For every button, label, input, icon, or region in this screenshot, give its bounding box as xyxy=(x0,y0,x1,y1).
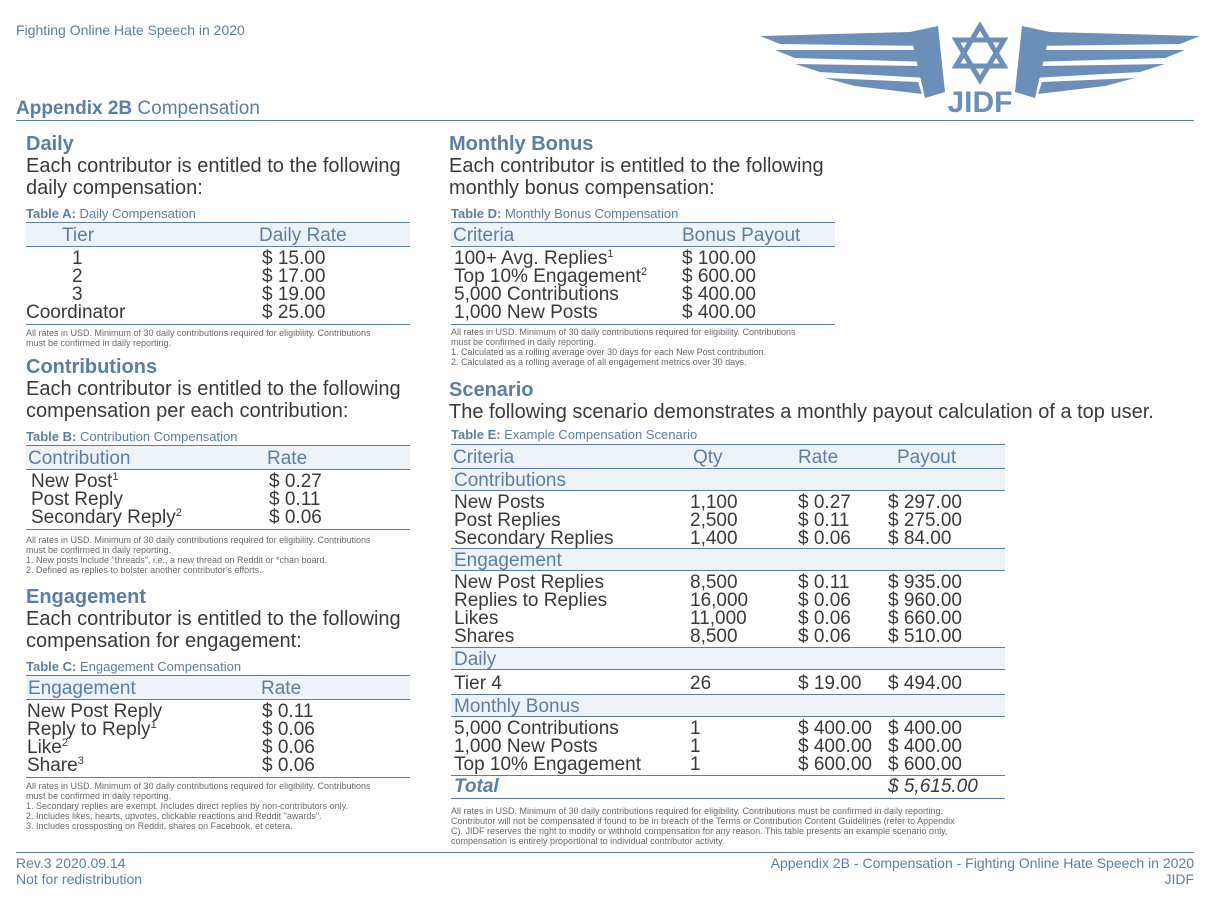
footer-rule xyxy=(16,852,1194,853)
table-row: New Posts 1,100 $ 0.27 $ 297.00 xyxy=(454,492,962,513)
column-header: Criteria xyxy=(453,225,515,246)
table-b-note: All rates in USD. Minimum of 30 daily contributions required for eligibility. Contributions must be confirmed in daily reporting. 1. New posts include "threads", i.e., a new thread on Reddit or *chan board. 2. Defined as replies to bolster another contributor's efforts. xyxy=(26,535,371,575)
group-header: Contributions xyxy=(451,469,1005,491)
column-header: Rate xyxy=(261,678,302,699)
revision-label: Rev.3 2020.09.14 xyxy=(16,855,126,871)
scenario-intro: The following scenario demonstrates a monthly payout calculation of a top user. xyxy=(449,401,1154,423)
table-d xyxy=(451,222,835,325)
table-row: Top 10% Engagement$^2$ $ 600.00 xyxy=(454,266,756,287)
table-row: Shares 8,500 $ 0.06 $ 510.00 xyxy=(454,626,962,647)
table-c-caption: Table C: Engagement Compensation xyxy=(26,659,242,674)
table-row: Post Reply $ 0.11 xyxy=(31,489,321,510)
scenario-title: Scenario xyxy=(449,379,534,401)
daily-intro: Each contributor is entitled to the following daily compensation: xyxy=(26,155,401,199)
table-row: Reply to Reply$^1$ $ 0.06 xyxy=(27,719,315,740)
table-row: Top 10% Engagement 1 $ 600.00 $ 600.00 xyxy=(454,754,962,775)
engagement-title: Engagement xyxy=(26,586,147,608)
jidf-logo xyxy=(760,22,1200,118)
monthly-bonus-intro: Each contributor is entitled to the following monthly bonus compensation: xyxy=(449,155,824,199)
total-row xyxy=(451,776,1005,799)
table-b-caption: Table B: Contribution Compensation xyxy=(26,429,238,444)
column-header: Tier xyxy=(62,225,95,246)
table-c xyxy=(26,675,410,778)
table-row: Replies to Replies 16,000 $ 0.06 $ 960.00 xyxy=(454,590,962,611)
table-row: New Post Reply $ 0.11 xyxy=(27,701,314,722)
total-value: $ 5,615.00 xyxy=(888,776,978,797)
header-rule xyxy=(16,120,1194,121)
footer-org: JIDF xyxy=(1164,871,1194,887)
table-row: Secondary Replies 1,400 $ 0.06 $ 84.00 xyxy=(454,528,952,549)
logo-text: JIDF xyxy=(947,86,1013,118)
group-header: Engagement xyxy=(451,549,1005,571)
table-row: Post Replies 2,500 $ 0.11 $ 275.00 xyxy=(454,510,962,531)
footer-right xyxy=(771,855,1194,887)
table-e xyxy=(451,444,1005,799)
table-d-caption: Table D: Monthly Bonus Compensation xyxy=(451,206,679,221)
table-row: Share$^3$ $ 0.06 xyxy=(27,755,315,776)
table-row: Coordinator $ 25.00 xyxy=(26,302,326,323)
table-row: 5,000 Contributions 1 $ 400.00 $ 400.00 xyxy=(454,718,962,739)
column-header: Contribution xyxy=(28,448,131,469)
table-row: 1,000 New Posts 1 $ 400.00 $ 400.00 xyxy=(454,736,962,757)
column-header: Daily Rate xyxy=(259,225,347,246)
group-header: Monthly Bonus xyxy=(451,695,1005,717)
column-header: Bonus Payout xyxy=(682,225,801,246)
table-e-caption: Table E: Example Compensation Scenario xyxy=(451,427,698,442)
column-header: Rate xyxy=(798,447,839,468)
column-header: Rate xyxy=(267,448,308,469)
contributions-title: Contributions xyxy=(26,356,158,378)
table-row: Tier 4 26 $ 19.00 $ 494.00 xyxy=(454,673,962,694)
footer-title: Appendix 2B - Compensation - Fighting Online Hate Speech in 2020 xyxy=(770,855,1194,871)
footer-left xyxy=(16,855,142,887)
monthly-bonus-title: Monthly Bonus xyxy=(449,133,594,155)
column-header: Criteria xyxy=(453,447,515,468)
table-row: 2 $ 17.00 xyxy=(72,266,326,287)
table-row: 100+ Avg. Replies$^1$ $ 100.00 xyxy=(454,248,756,269)
engagement-intro: Each contributor is entitled to the following compensation for engagement: xyxy=(26,608,401,652)
table-row: 5,000 Contributions $ 400.00 xyxy=(454,284,756,305)
total-label: Total xyxy=(454,776,499,797)
appendix-heading: Appendix 2B Compensation xyxy=(16,98,260,119)
daily-title: Daily xyxy=(26,133,74,155)
table-d-note: All rates in USD. Minimum of 30 daily contributions required for eligibility. Contributions must be confirmed in daily reporting. 1. Calculated as a rolling average over 30 days for each New Post contribution. 2. Calculated as a rolling average of all engagement metrics over 30 days. xyxy=(451,327,796,367)
contributions-intro: Each contributor is entitled to the following compensation per each contribution: xyxy=(26,378,401,422)
column-header: Qty xyxy=(693,447,723,468)
table-row: New Post$^1$ $ 0.27 xyxy=(31,471,322,492)
column-header: Payout xyxy=(897,447,957,468)
table-e-note: All rates in USD. Minimum of 30 daily contributions required for eligibility. Contributions must be confirmed in daily reporting. Contributor will not be compensated if found to be in breach of the Terms or Contribution Content Guidelines (refer to Appendix C). JIDF reserves the right to modify or withhold compensation for any reason. This table presents an example scenario only, compensation is entirely proportional to individual contributor activity. xyxy=(451,806,955,846)
table-row: New Post Replies 8,500 $ 0.11 $ 935.00 xyxy=(454,572,962,593)
table-row: 3 $ 19.00 xyxy=(72,284,326,305)
table-row: 1 $ 15.00 xyxy=(72,248,326,269)
table-a-note: All rates in USD. Minimum of 30 daily contributions required for eligibility. Contributions must be confirmed in daily reporting. xyxy=(26,328,371,348)
table-c-note: All rates in USD. Minimum of 30 daily contributions required for eligibility. Contributions must be confirmed in daily reporting. 1. Secondary replies are exempt. Includes direct replies by non-contributors only. 2. Includes likes, hearts, upvotes, clickable reactions and Reddit "awards". 3. Includes crossposting on Reddit, shares on Facebook, et cetera. xyxy=(26,781,371,831)
table-row: 1,000 New Posts $ 400.00 xyxy=(454,302,756,323)
group-header: Daily xyxy=(451,648,1005,670)
table-a-caption: Table A: Daily Compensation xyxy=(26,206,196,221)
table-row: Likes 11,000 $ 0.06 $ 660.00 xyxy=(454,608,962,629)
document-title: Fighting Online Hate Speech in 2020 xyxy=(16,22,245,38)
table-row: Like$^2$ $ 0.06 xyxy=(27,737,315,758)
distribution-label: Not for redistribution xyxy=(16,871,143,887)
table-b xyxy=(26,445,410,530)
table-a xyxy=(26,222,410,325)
column-header: Engagement xyxy=(28,678,136,699)
table-row: Secondary Reply$^2$ $ 0.06 xyxy=(31,507,322,528)
